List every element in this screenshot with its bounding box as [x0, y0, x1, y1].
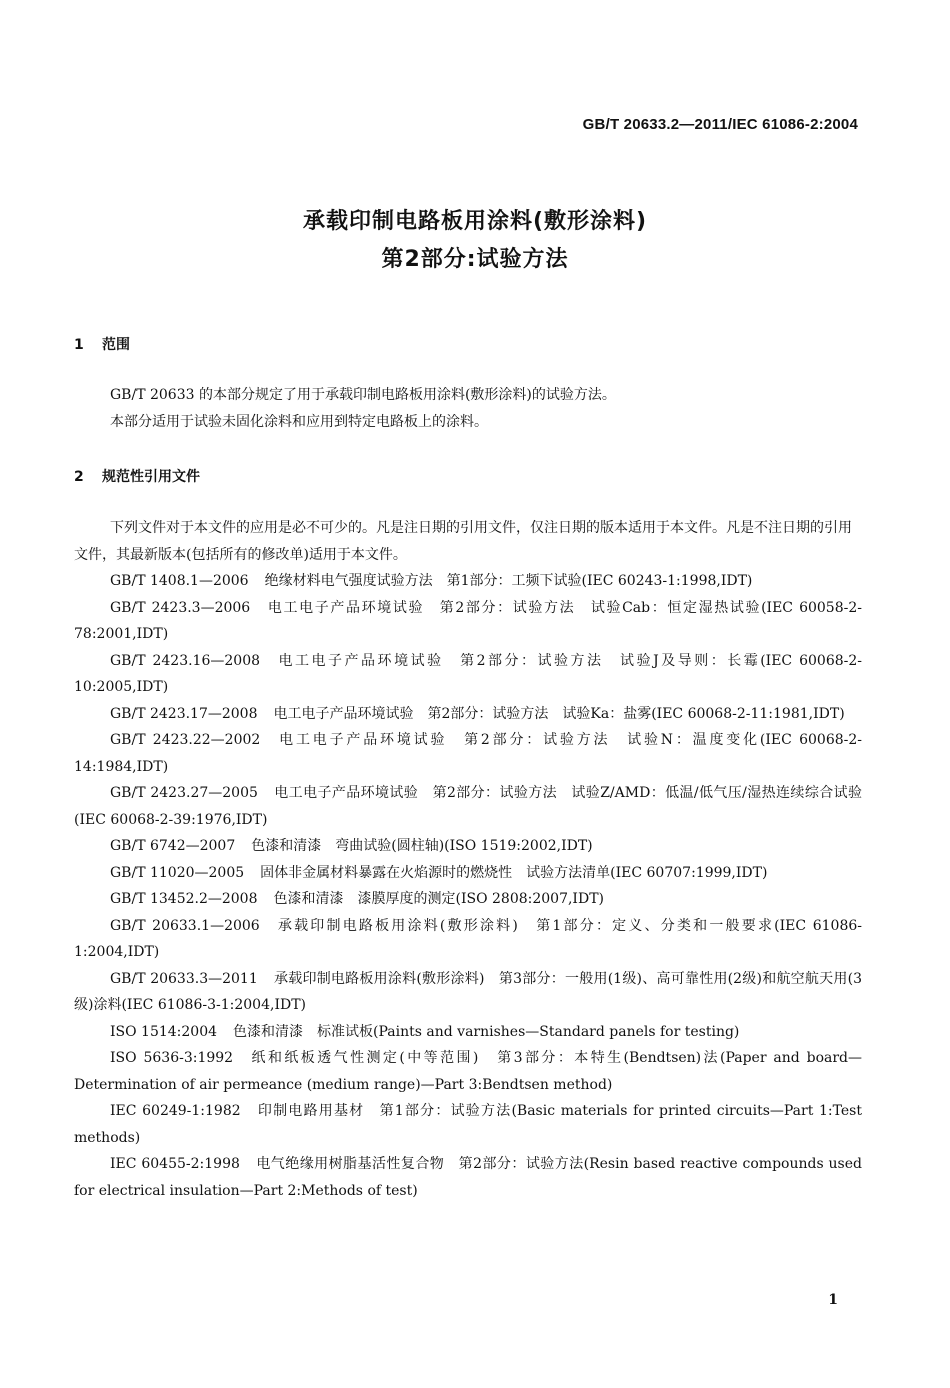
reference-item	[74, 913, 862, 966]
reference-code: GB/T 2423.27—2005	[110, 785, 258, 801]
document-title: 承载印制电路板用涂料(敷形涂料)	[302, 209, 648, 234]
reference-item	[74, 648, 862, 701]
reference-code: GB/T 11020—2005	[110, 864, 245, 881]
reference-text: 电工电子产品环境试验 第2部分：试验方法 试验N：温度变化(IEC 60068-2-14:1984,IDT)	[74, 732, 863, 775]
section-heading-scope	[74, 334, 130, 354]
scope-paragraphs	[74, 382, 862, 435]
reference-code: GB/T 13452.2—2008	[110, 891, 258, 907]
reference-item	[74, 595, 862, 648]
reference-code: GB/T 2423.3—2006	[110, 599, 251, 616]
reference-item	[74, 833, 862, 860]
reference-code: IEC 60249-1:1982	[110, 1103, 241, 1119]
reference-text: 电工电子产品环境试验 第2部分：试验方法 试验Cab：恒定湿热试验(IEC 60058-2-78:2001,IDT)	[74, 599, 862, 642]
reference-text: 纸和纸板透气性测定(中等范围) 第3部分：本特生(Bendtsen)法(Paper and board—Determination of air permeance (medium range)—Part 3:Bendtsen method)	[74, 1050, 862, 1093]
reference-text: 绝缘材料电气强度试验方法 第1部分：工频下试验(IEC 60243-1:1998,IDT)	[264, 573, 753, 589]
page-number: 1	[828, 1292, 838, 1308]
reference-code: ISO 5636-3:1992	[110, 1050, 234, 1066]
reference-text: 电工电子产品环境试验 第2部分：试验方法 试验J及导则：长霉(IEC 60068-2-10:2005,IDT)	[74, 652, 863, 695]
reference-text: 色漆和清漆 弯曲试验(圆柱轴)(ISO 1519:2002,IDT)	[251, 838, 593, 854]
reference-text: 色漆和清漆 标准试板(Paints and varnishes—Standard panels for testing)	[233, 1023, 740, 1040]
reference-code: GB/T 6742—2007	[110, 838, 236, 854]
reference-code: GB/T 2423.16—2008	[110, 652, 261, 669]
reference-text: 印制电路用基材 第1部分：试验方法(Basic materials for printed circuits—Part 1:Test methods)	[74, 1103, 862, 1146]
reference-item	[74, 1151, 862, 1204]
reference-code: ISO 1514:2004	[110, 1023, 218, 1040]
section-title: 范围	[102, 337, 130, 353]
paragraph: GB/T 20633 的本部分规定了用于承载印制电路板用涂料(敷形涂料)的试验方法。	[110, 387, 616, 403]
reference-item	[74, 1045, 862, 1098]
reference-text: 色漆和清漆 漆膜厚度的测定(ISO 2808:2007,IDT)	[273, 891, 604, 907]
reference-item	[74, 860, 862, 887]
reference-text: 固体非金属材料暴露在火焰源时的燃烧性 试验方法清单(IEC 60707:1999,IDT)	[260, 864, 768, 881]
section-heading-normative-references	[74, 466, 200, 486]
reference-code: GB/T 2423.22—2002	[110, 732, 261, 748]
reference-item	[74, 727, 862, 780]
reference-item	[74, 966, 862, 1019]
reference-item	[74, 886, 862, 913]
reference-item	[74, 701, 862, 728]
standard-number: GB/T 20633.2—2011/IEC 61086-2:2004	[582, 116, 858, 133]
references-intro: 下列文件对于本文件的应用是必不可少的。凡是注日期的引用文件，仅注日期的版本适用于本文件。凡是不注日期的引用文件，其最新版本(包括所有的修改单)适用于本文件。	[74, 520, 852, 563]
reference-code: GB/T 20633.1—2006	[110, 917, 260, 934]
reference-text: 电气绝缘用树脂基活性复合物 第2部分：试验方法(Resin based reactive compounds used for electrical insulation—Part 2:Methods of test)	[74, 1156, 862, 1199]
reference-item	[74, 1098, 862, 1151]
reference-text: 电工电子产品环境试验 第2部分：试验方法 试验Z/AMD：低温/低气压/湿热连续综合试验(IEC 60068-2-39:1976,IDT)	[74, 785, 862, 828]
reference-list	[74, 568, 862, 1204]
reference-item	[74, 780, 862, 833]
reference-text: 承载印制电路板用涂料(敷形涂料) 第3部分：一般用(1级)、高可靠性用(2级)和航空航天用(3级)涂料(IEC 61086-3-1:2004,IDT)	[74, 970, 862, 1013]
reference-text: 电工电子产品环境试验 第2部分：试验方法 试验Ka：盐雾(IEC 60068-2-11:1981,IDT)	[273, 705, 845, 722]
section-title: 规范性引用文件	[102, 469, 200, 485]
reference-item	[74, 568, 862, 595]
section-number: 2	[74, 469, 84, 485]
document-subtitle: 第2部分:试验方法	[381, 247, 569, 272]
reference-code: GB/T 2423.17—2008	[110, 705, 258, 722]
reference-text: 承载印制电路板用涂料(敷形涂料) 第1部分：定义、分类和一般要求(IEC 61086-1:2004,IDT)	[74, 917, 862, 960]
reference-item	[74, 1019, 862, 1046]
section-number: 1	[74, 337, 84, 353]
reference-code: GB/T 1408.1—2006	[110, 573, 249, 589]
paragraph: 本部分适用于试验未固化涂料和应用到特定电路板上的涂料。	[110, 413, 488, 430]
reference-code: GB/T 20633.3—2011	[110, 970, 258, 987]
reference-code: IEC 60455-2:1998	[110, 1156, 240, 1172]
